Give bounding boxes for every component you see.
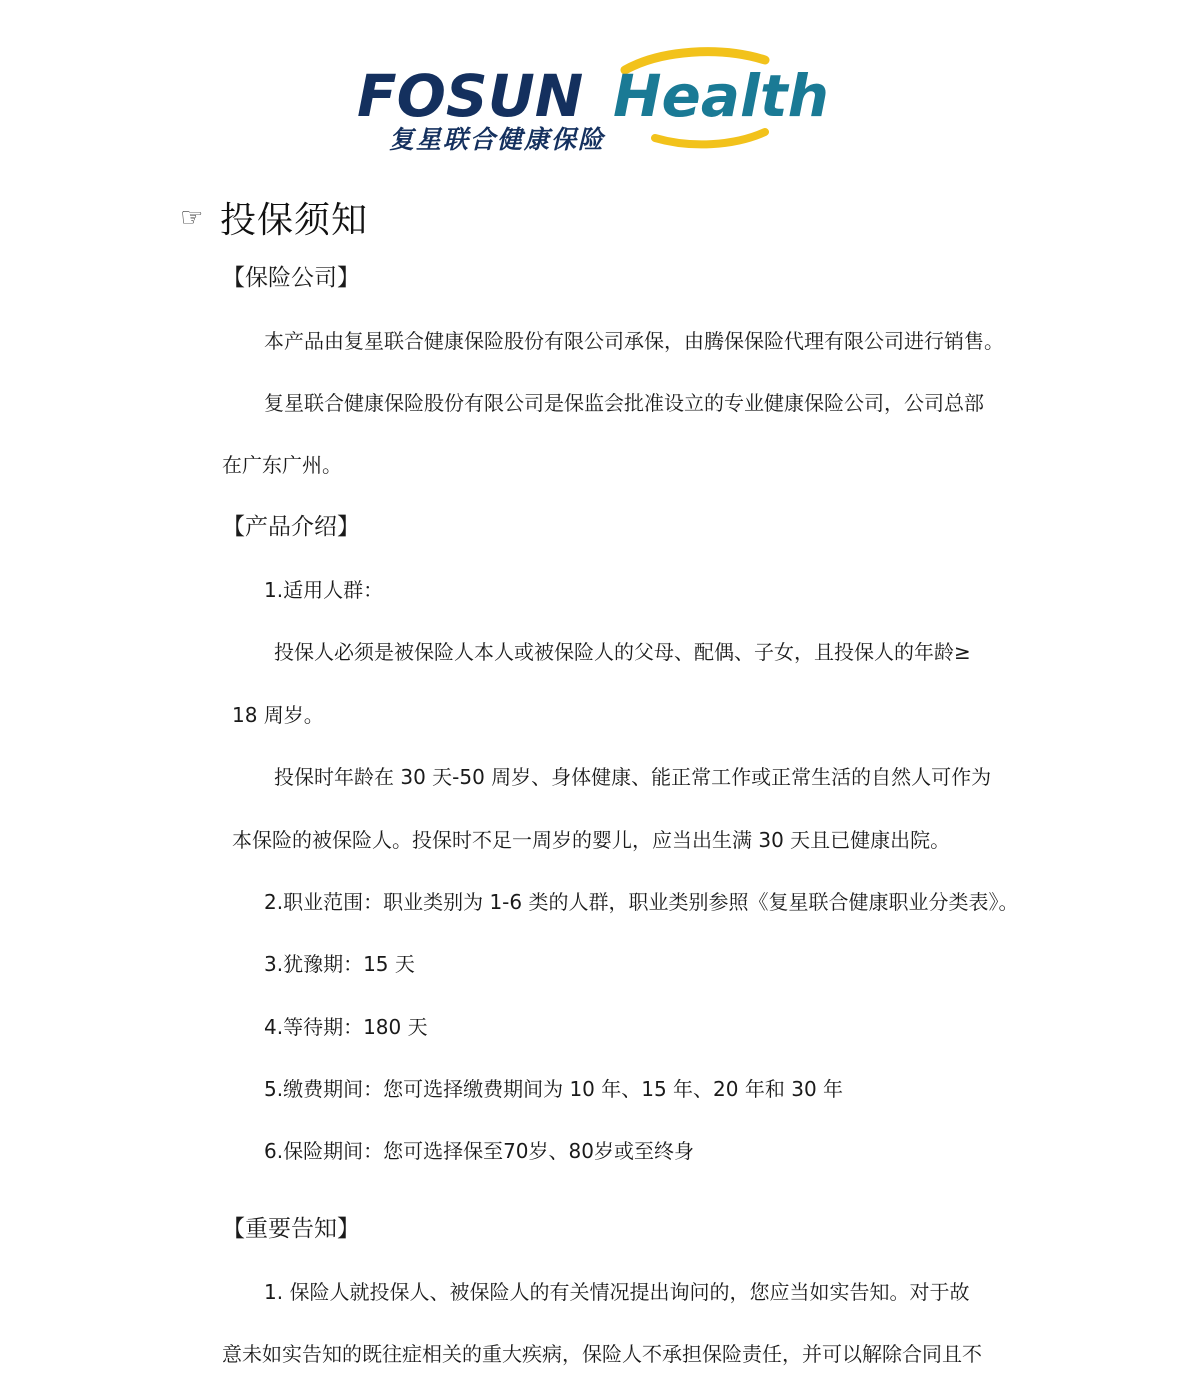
section-title-product: 【产品介绍】 (222, 514, 360, 540)
company-paragraph-2-line-1: 复星联合健康保险股份有限公司是保监会批准设立的专业健康保险公司，公司总部 (264, 391, 984, 415)
company-paragraph-2-line-2: 在广东广州。 (222, 453, 342, 477)
product-item-1-p1-line-2: 18 周岁。 (232, 703, 324, 727)
product-item-1-p2-line-1: 投保时年龄在 30 天-50 周岁、身体健康、能正常工作或正常生活的自然人可作为 (274, 765, 992, 789)
notice-item-1-line-1: 1. 保险人就投保人、被保险人的有关情况提出询问的，您应当如实告知。对于故 (264, 1280, 970, 1304)
product-item-1-p2-line-2: 本保险的被保险人。投保时不足一周岁的婴儿，应当出生满 30 天且已健康出院。 (232, 828, 951, 852)
product-item-3: 3.犹豫期：15 天 (264, 952, 415, 976)
section-title-notice: 【重要告知】 (222, 1216, 360, 1242)
product-item-1-title: 1.适用人群： (264, 578, 384, 602)
logo-text-fosun: FOSUN (357, 62, 584, 130)
logo-text-health: Health (613, 62, 829, 130)
product-item-6: 6.保险期间：您可选择保至70岁、80岁或至终身 (264, 1139, 694, 1163)
logo-arc-bottom (655, 132, 765, 144)
fosun-health-logo (355, 20, 835, 165)
logo-text-chinese: 复星联合健康保险 (389, 125, 606, 154)
page-heading (180, 192, 368, 243)
section-title-company: 【保险公司】 (222, 265, 360, 291)
logo-graphic (355, 20, 835, 165)
page-title: 投保须知 (220, 200, 369, 241)
product-item-2: 2.职业范围：职业类别为 1-6 类的人群，职业类别参照《复星联合健康职业分类表》。 (264, 890, 1019, 914)
pointing-hand-icon: ☞ (180, 202, 204, 233)
notice-item-1-line-2: 意未如实告知的既往症相关的重大疾病，保险人不承担保险责任，并可以解除合同且不 (222, 1342, 982, 1366)
product-item-4: 4.等待期：180 天 (264, 1015, 428, 1039)
product-item-1-p1-line-1: 投保人必须是被保险人本人或被保险人的父母、配偶、子女，且投保人的年龄≥ (274, 640, 971, 664)
product-item-5: 5.缴费期间：您可选择缴费期间为 10 年、15 年、20 年和 30 年 (264, 1077, 844, 1101)
company-paragraph-1: 本产品由复星联合健康保险股份有限公司承保，由腾保保险代理有限公司进行销售。 (264, 329, 1004, 353)
